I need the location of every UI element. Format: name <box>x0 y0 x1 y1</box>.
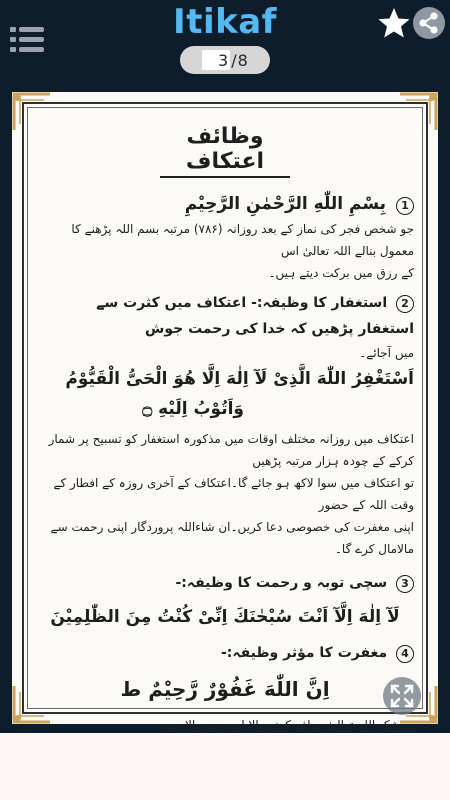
body-line: میں آجائے۔ <box>359 346 414 360</box>
app-title: Itikaf <box>173 2 277 42</box>
section-number: 1 <box>396 197 414 215</box>
page-number-input[interactable] <box>202 50 230 70</box>
section-heading: استغفار کا وظیفہ:- اعتکاف میں کثرت سے استغفار پڑھیں کہ خدا کی رحمت جوش <box>96 295 414 337</box>
body-line: تو اعتکاف میں سوا لاکھ ہو جائے گا۔اعتکاف کے آخری روزہ کے افطار کے وقت اللہ کے حضور <box>53 476 414 512</box>
star-icon <box>377 6 411 40</box>
section-number: 4 <box>396 645 414 663</box>
app-header <box>0 0 450 80</box>
fullscreen-icon <box>382 676 422 716</box>
document-page <box>12 92 438 732</box>
body-line: کے رزق میں برکت دیتے ہیں۔ <box>268 266 414 280</box>
share-icon <box>412 6 446 40</box>
section-heading: بِسْمِ اللّٰهِ الرَّحْمٰنِ الرَّحِیْمِ <box>184 194 387 214</box>
arabic-line: اِنَّ اللّٰهَ غَفُوْرٌ رَّحِیْمٌ ط <box>120 677 330 701</box>
page-viewer[interactable] <box>0 80 450 733</box>
fullscreen-button[interactable] <box>382 676 422 716</box>
arabic-line: اَسْتَغْفِرُ اللّٰهَ الَّذِیْ لَآ اِلٰهَ اِلَّا هُوَ الْحَیُّ الْقَیُّوْمُ <box>65 369 414 389</box>
section-heading: مغفرت کا مؤثر وظیفہ:- <box>220 645 388 661</box>
arabic-line: وَاَتُوْبُ اِلَیْهِ ۝ <box>142 399 244 419</box>
document-content <box>36 124 414 732</box>
page-separator: / <box>231 50 237 70</box>
document-title: وظائف اعتکاف <box>160 124 290 178</box>
section-1 <box>36 190 414 284</box>
body-line: بے شک اللہ تعالیٰ معاف کرنے والا اور رحم والا ہے۔ <box>160 718 414 732</box>
section-heading: سچی توبہ و رحمت کا وظیفہ:- <box>175 575 388 591</box>
body-line: اعتکاف میں روزانہ مختلف اوقات میں مذکورہ استغفار کو تسبیح پر شمار کرکے کے چودہ ہزار مرتبہ پڑھیں <box>48 432 414 468</box>
bottom-blank-area <box>0 733 450 800</box>
arabic-line: لَآ اِلٰهَ اِلَّآ اَنْتَ سُبْحٰنَكَ اِنِّیْ كُنْتُ مِنَ الظّٰلِمِیْنَ <box>50 607 400 627</box>
favorite-button[interactable] <box>377 6 411 40</box>
page-total: 8 <box>237 50 248 70</box>
section-2 <box>36 290 414 560</box>
page-indicator <box>180 46 270 74</box>
section-number: 2 <box>396 295 414 313</box>
body-line: جو شخص فجر کی نماز کے بعد روزانہ (۷۸۶) مرتبہ بسم اللہ پڑھنے کا معمول بنالے اللہ تعالیٰ اس <box>71 222 414 258</box>
share-button[interactable] <box>412 6 446 40</box>
section-number: 3 <box>396 575 414 593</box>
body-line: اپنی مغفرت کی خصوصی دعا کریں۔ان شاءاللہ پروردگار اپنی رحمت سے مالامال کرے گا۔ <box>50 520 414 556</box>
section-3 <box>36 570 414 634</box>
